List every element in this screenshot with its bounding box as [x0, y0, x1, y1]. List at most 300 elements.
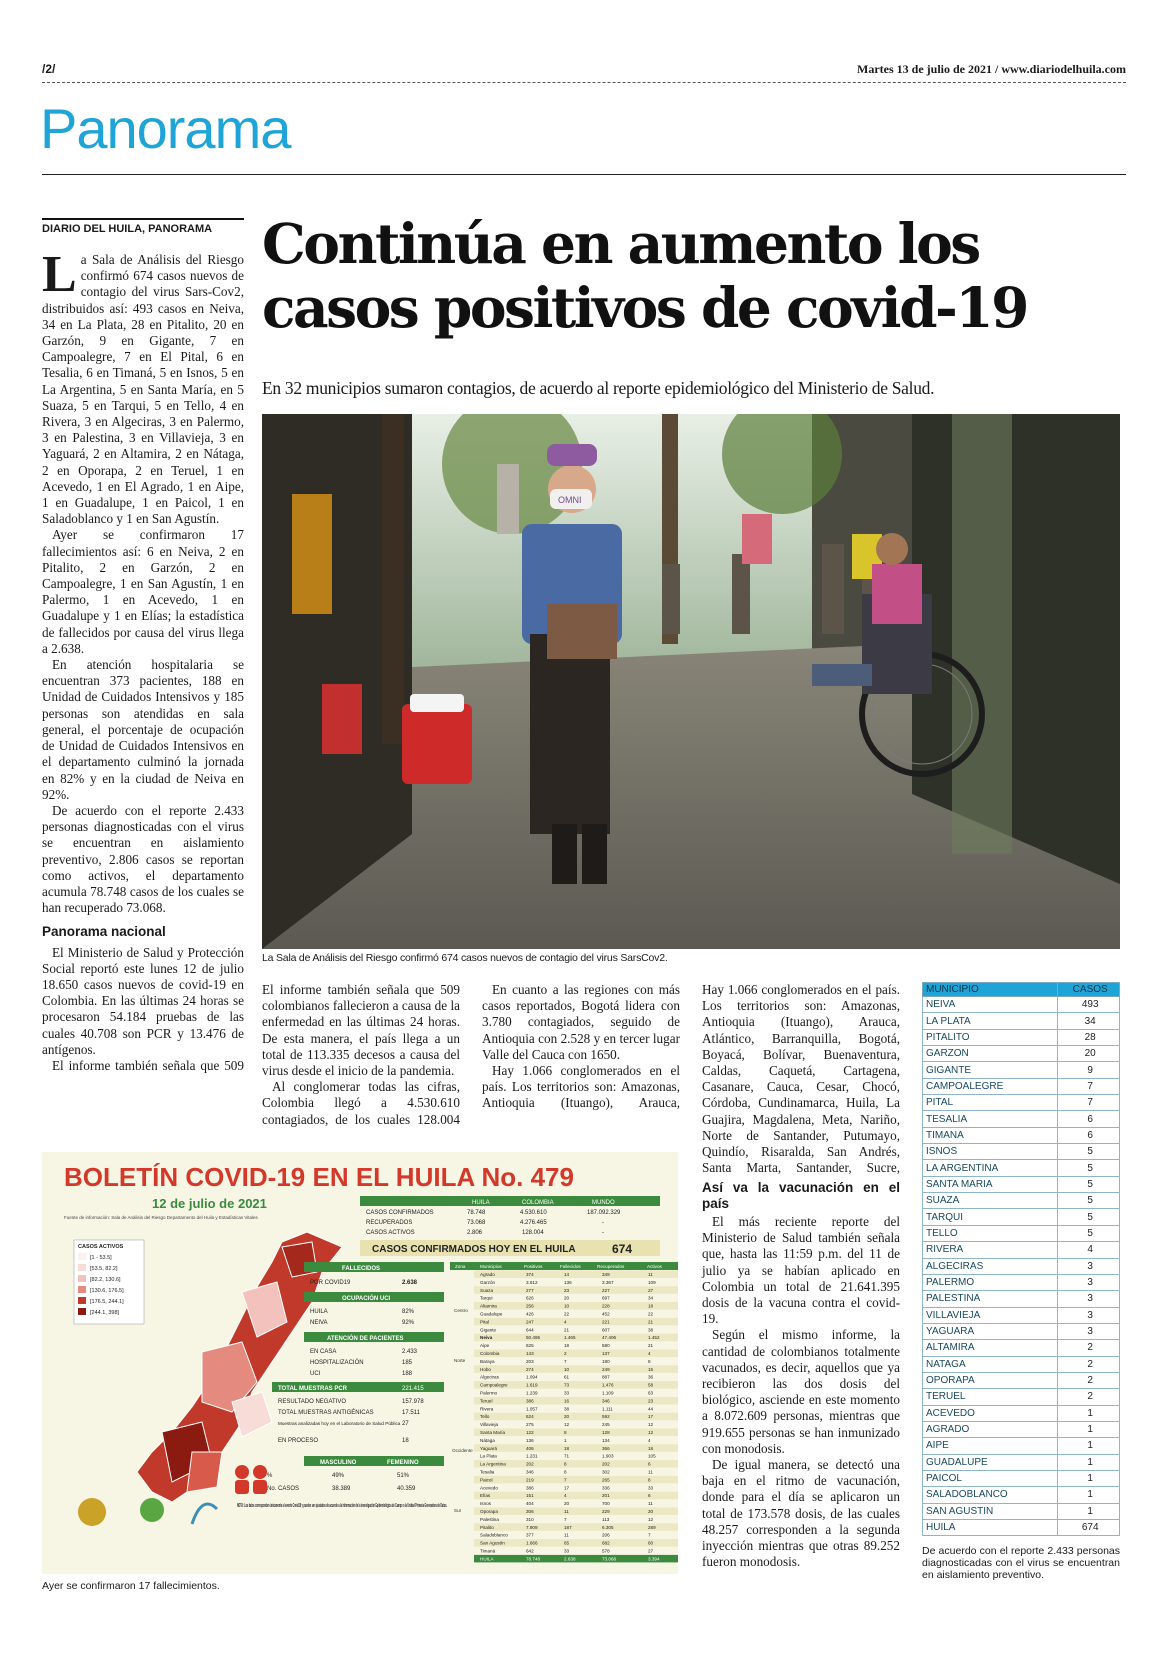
muni-value: 7	[564, 1358, 567, 1364]
muni-value: 202	[602, 1461, 610, 1467]
municipio-cell: SUAZA	[923, 1193, 1058, 1209]
casos-cell: 1	[1058, 1503, 1120, 1519]
muni-value: 4	[564, 1319, 567, 1325]
muni-value: 71	[564, 1453, 570, 1459]
muni-value: 8	[648, 1477, 651, 1483]
muni-value: 275	[526, 1422, 534, 1428]
muni-value: 221	[602, 1319, 610, 1325]
zone-label: Sur	[454, 1508, 462, 1513]
muni-name: La Argentina	[480, 1461, 506, 1467]
muni-name: Tarqui	[480, 1295, 493, 1301]
muni-value: 206	[602, 1532, 610, 1538]
muni-name: Altamira	[480, 1303, 497, 1309]
muni-value: 346	[526, 1469, 534, 1475]
article-column-left	[42, 246, 244, 1074]
tests-label: RESULTADO NEGATIVO	[278, 1399, 347, 1405]
article-paragraph: De acuerdo con el reporte 2.433 personas diagnosticadas con el virus se encuentran en aislamiento preventivo, 2.806 casos se reportan como activos, el departamento acumula 78.748 casos de los cuales se han recuperado 73.068.	[42, 802, 244, 916]
table-row	[923, 1520, 1120, 1536]
municipio-cell: GARZON	[923, 1046, 1058, 1062]
municipio-cell: PALERMO	[923, 1274, 1058, 1290]
muni-value: 302	[602, 1469, 610, 1475]
casos-cell: 2	[1058, 1356, 1120, 1372]
muni-value: 1.465	[564, 1335, 576, 1341]
casos-cell: 3	[1058, 1291, 1120, 1307]
article-paragraph: El Ministerio de Salud y Protección Social reportó este lunes 12 de julio 18.650 casos nuevos de covid-19 en Colombia. En las últimas 24 horas se procesaron 54.184 pruebas de las cuales 40.708 son PCR y 13.476 de antígenos.	[42, 944, 244, 1057]
tests-label: EN PROCESO	[278, 1438, 319, 1444]
muni-value: 228	[602, 1303, 610, 1309]
muni-name: Tesalia	[480, 1469, 495, 1475]
muni-name: Palestina	[480, 1516, 499, 1522]
table-row	[923, 1176, 1120, 1192]
muni-value: 58	[648, 1382, 654, 1388]
muni-name: Agrado	[480, 1272, 495, 1277]
legend-item: [244.1, 398]	[90, 1310, 120, 1316]
muni-value: 12	[648, 1422, 654, 1428]
summary-value: 2.806	[467, 1230, 483, 1236]
muni-name: Neiva	[480, 1335, 493, 1341]
legend-item: [82.2, 130.6]	[90, 1277, 121, 1283]
muni-value: 277	[526, 1287, 534, 1293]
muni-value: 73.068	[602, 1556, 617, 1562]
casos-cell: 5	[1058, 1193, 1120, 1209]
municipio-cell: OPORAPA	[923, 1372, 1058, 1388]
legend-item: [1 - 53.5]	[90, 1255, 112, 1261]
muni-value: 1.666	[526, 1540, 538, 1546]
table-row	[923, 1307, 1120, 1323]
muni-value: 65	[564, 1540, 570, 1546]
muni-header: Zona	[455, 1264, 466, 1269]
muni-value: 626	[526, 1295, 534, 1301]
muni-value: 11	[648, 1469, 653, 1475]
article-column-4	[702, 982, 900, 1570]
municipio-cell: HUILA	[923, 1520, 1058, 1536]
cases-table-body	[923, 997, 1120, 1536]
table-row	[923, 997, 1120, 1013]
article-paragraph: En atención hospitalaria se encuentran 373 pacientes, 188 en Unidad de Cuidados Intensivos y 185 personas son atendidas en sala general, el porcentaje de ocupación de Unidad de Cuidados Intensivos en el departamento culminó la jornada en 82% y en la ciudad de Neiva en 92%.	[42, 657, 244, 802]
muni-value: 60	[648, 1540, 654, 1546]
table-row	[923, 1454, 1120, 1470]
table-row	[923, 1111, 1120, 1127]
table-row	[923, 1470, 1120, 1486]
muni-value: 607	[602, 1327, 610, 1333]
muni-name: La Plata	[480, 1453, 497, 1459]
muni-name: Campoalegre	[480, 1382, 508, 1388]
street-photo	[262, 414, 1120, 949]
municipio-cell: ALTAMIRA	[923, 1340, 1058, 1356]
muni-value: 592	[602, 1414, 610, 1420]
gender-value: 51%	[397, 1473, 410, 1479]
muni-value: 289	[648, 1524, 656, 1530]
table-row	[923, 1356, 1120, 1372]
muni-value: 18	[648, 1445, 654, 1451]
muni-value: 406	[526, 1445, 534, 1451]
muni-name: Oporapa	[480, 1509, 498, 1514]
muni-value: 20	[564, 1295, 570, 1301]
table-row	[923, 1144, 1120, 1160]
muni-value: 12	[564, 1422, 570, 1428]
article-column-3	[482, 982, 680, 1111]
gender-value: 40.359	[397, 1486, 416, 1492]
drop-cap: L	[42, 246, 77, 303]
muni-value: 8	[564, 1461, 567, 1467]
muni-value: 4	[564, 1493, 567, 1499]
casos-cell: 7	[1058, 1095, 1120, 1111]
bulletin-date: 12 de julio de 2021	[152, 1196, 267, 1211]
tests-value: 17.511	[402, 1410, 420, 1416]
muni-value: 642	[526, 1548, 534, 1554]
article-paragraph: Hay 1.066 conglomerados en el país. Los territorios son: Amazonas, Antioquia (Ituango), Arauca, Atlántico, Barranquilla, Bogotá, Boyacá, Bolívar, Buenaventura, Caldas, Caquetá, Cartagena, Casanare, Cauca, Cesar, Chocó, Córdoba, Cundinamarca, Huila, La Guajira, Magdalena, Meta, Nariño, Norte de Santander, Putumayo, Quindío, Risaralda, San Andrés, Santa Marta, Santander, Sucre,	[702, 982, 900, 1176]
paragraph-text: a Sala de Análisis del Riesgo confirmó 674 casos nuevos de contagio del virus Sars-Cov2, distribuidos así: 493 casos en Neiva, 34 en La Plata, 28 en Pitalito, 20 en Garzón, 9 en Gigante, 7 en Campoalegre, 7 en El Pital, 6 en Tesalia, 6 en Timaná, 5 en Isnos, 5 en La Argentina, 5 en Santa María, en 5 Suaza, 5 en Tarqui, 5 en Tello, 4 en Rivera, 3 en Algeciras, 3 en Palermo, 3 en Palestina, 3 en Villavieja, 3 en Yaguará, 2 en Altamira, 2 en Nátaga, 2 en Oporapa, 2 en Teruel, 1 en Acevedo, 1 en El Agrado, 1 en Aipe, 1 en Guadalupe, 1 en Paicol, 1 en Saladoblanco y 1 en San Agustín.	[42, 252, 244, 527]
muni-name: Hobo	[480, 1366, 491, 1372]
casos-cell: 674	[1058, 1520, 1120, 1536]
casos-cell: 1	[1058, 1405, 1120, 1421]
municipio-cell: AGRADO	[923, 1421, 1058, 1437]
muni-value: 1.111	[602, 1406, 613, 1412]
summary-value: -	[602, 1220, 604, 1226]
muni-name: Baraya	[480, 1358, 495, 1364]
municipio-cell: TELLO	[923, 1225, 1058, 1241]
muni-value: 27	[648, 1548, 654, 1554]
muni-value: 1	[564, 1437, 567, 1443]
casos-cell: 6	[1058, 1111, 1120, 1127]
muni-header: Positivos	[524, 1264, 543, 1269]
municipio-cell: PALESTINA	[923, 1291, 1058, 1307]
muni-value: 11	[564, 1532, 569, 1538]
article-paragraph: Al conglomerar todas las cifras, Colombia llegó a 4.530.610 contagiados, de los cuales 128.004	[262, 1079, 460, 1127]
muni-header: Activos	[647, 1264, 662, 1269]
muni-value: 887	[602, 1374, 610, 1380]
casos-cell: 3	[1058, 1323, 1120, 1339]
muni-value: 404	[526, 1501, 534, 1507]
gender-value: 49%	[332, 1473, 345, 1479]
bulletin-caption: Ayer se confirmaron 17 fallecimientos.	[42, 1580, 220, 1592]
muni-value: 180	[602, 1358, 610, 1364]
muni-header: Municipios	[480, 1264, 502, 1269]
bulletin-title: BOLETÍN COVID-19 EN EL HUILA No. 479	[64, 1162, 574, 1192]
muni-value: 386	[526, 1398, 534, 1404]
zone-label: Occidente	[452, 1448, 473, 1453]
muni-name: Gigante	[480, 1327, 497, 1333]
muni-value: 229	[602, 1509, 610, 1514]
muni-value: 1.903	[602, 1453, 614, 1459]
casos-cell: 20	[1058, 1046, 1120, 1062]
muni-value: 134	[602, 1437, 610, 1443]
care-value: 188	[402, 1371, 413, 1377]
muni-value: 78.748	[526, 1556, 541, 1562]
muni-value: 624	[526, 1414, 534, 1420]
muni-value: 20	[648, 1509, 654, 1514]
muni-value: 21	[648, 1319, 654, 1325]
muni-value: 8	[564, 1430, 567, 1435]
muni-value: 61	[564, 1374, 570, 1380]
summary-value: 187.092.329	[587, 1210, 621, 1216]
muni-value: 3.394	[648, 1556, 660, 1562]
muni-value: 202	[526, 1461, 534, 1467]
table-row	[923, 1274, 1120, 1290]
table-row	[923, 1503, 1120, 1519]
muni-name: Garzón	[480, 1279, 496, 1285]
muni-value: 700	[602, 1501, 610, 1507]
muni-value: 366	[602, 1445, 610, 1451]
muni-value: 625	[526, 1343, 534, 1349]
summary-label: CASOS CONFIRMADOS	[366, 1210, 434, 1216]
table-header-row	[923, 983, 1120, 997]
muni-value: 1.619	[526, 1382, 538, 1388]
muni-value: 7	[564, 1477, 567, 1483]
muni-value: 4	[648, 1351, 651, 1356]
summary-header: HUILA	[472, 1200, 490, 1206]
casos-cell: 4	[1058, 1242, 1120, 1258]
casos-cell: 7	[1058, 1078, 1120, 1094]
muni-value: 14	[564, 1272, 570, 1277]
casos-cell: 493	[1058, 997, 1120, 1013]
muni-value: 644	[526, 1327, 534, 1333]
muni-value: 697	[602, 1295, 610, 1301]
uci-label: HUILA	[310, 1309, 328, 1315]
summary-label: CASOS ACTIVOS	[366, 1230, 415, 1236]
municipio-cell: LA PLATA	[923, 1013, 1058, 1029]
muni-value: 2	[564, 1351, 567, 1356]
muni-value: 2.638	[564, 1556, 576, 1562]
muni-value: 336	[602, 1485, 610, 1491]
municipio-cell: SAN AGUSTIN	[923, 1503, 1058, 1519]
table-row	[923, 1438, 1120, 1454]
gender-label: No. CASOS	[267, 1486, 300, 1492]
muni-name: Pital	[480, 1319, 489, 1325]
table-row	[923, 1258, 1120, 1274]
muni-value: 386	[526, 1485, 534, 1491]
covid-bulletin	[42, 1152, 678, 1574]
muni-value: 17	[648, 1414, 654, 1420]
casos-cell: 1	[1058, 1421, 1120, 1437]
deck: En 32 municipios sumaron contagios, de acuerdo al reporte epidemiológico del Ministerio de Salud.	[262, 378, 935, 398]
care-label: UCI	[310, 1371, 321, 1377]
casos-cell: 28	[1058, 1029, 1120, 1045]
muni-value: 105	[648, 1453, 656, 1459]
muni-value: 11	[648, 1501, 653, 1507]
muni-value: 377	[526, 1532, 534, 1538]
muni-value: 1.231	[526, 1453, 538, 1459]
municipio-cell: ACEVEDO	[923, 1405, 1058, 1421]
mask-text: OMNI	[558, 495, 582, 505]
care-label: EN CASA	[310, 1349, 337, 1355]
muni-value: 682	[602, 1540, 610, 1546]
deaths-label: POR COVID19	[310, 1280, 351, 1286]
muni-value: 203	[526, 1358, 534, 1364]
municipio-cell: SALADOBLANCO	[923, 1487, 1058, 1503]
care-value: 185	[402, 1360, 413, 1366]
legend-item: [130.6, 176.5]	[90, 1288, 124, 1294]
muni-name: Suaza	[480, 1287, 494, 1293]
municipio-cell: GIGANTE	[923, 1062, 1058, 1078]
municipio-cell: PAICOL	[923, 1470, 1058, 1486]
muni-name: Santa María	[480, 1430, 506, 1435]
muni-name: Guadalupe	[480, 1311, 503, 1317]
bulletin-note: NOTA: Los datos corresponden únicamente al evento Covid19 y pueden ser ajustados de acuerdo a la información de la investigación Epidemiológica de Campo o la Unidad Primaria Generadora de Datos.	[237, 1503, 448, 1509]
summary-header: MUNDO	[592, 1200, 615, 1206]
table-row	[923, 1029, 1120, 1045]
muni-value: 1.109	[602, 1390, 614, 1396]
muni-name: Villavieja	[480, 1422, 499, 1428]
municipio-cell: LA ARGENTINA	[923, 1160, 1058, 1176]
muni-value: 10	[564, 1303, 570, 1309]
muni-value: 227	[602, 1287, 610, 1293]
casos-cell: 9	[1058, 1062, 1120, 1078]
today-value: 674	[612, 1242, 633, 1256]
muni-value: 23	[648, 1398, 654, 1404]
table-row	[923, 1062, 1120, 1078]
muni-name: Pitalito	[480, 1524, 494, 1530]
muni-value: 374	[526, 1272, 534, 1277]
muni-value: 109	[648, 1279, 656, 1285]
table-row	[923, 1242, 1120, 1258]
legend-item: [176.5, 244.1]	[90, 1299, 124, 1305]
dateline: Martes 13 de julio de 2021 / www.diariodelhuila.com	[857, 62, 1126, 76]
header-casos: CASOS	[1058, 983, 1120, 997]
subhead-vaccination: Así va la vacunación en el país	[702, 1180, 900, 1211]
muni-value: 21	[648, 1343, 654, 1349]
muni-value: 1.452	[648, 1335, 660, 1341]
table-row	[923, 1487, 1120, 1503]
municipio-cell: YAGUARA	[923, 1323, 1058, 1339]
muni-header: Recuperados	[597, 1264, 625, 1269]
table-row	[923, 1405, 1120, 1421]
deaths-value: 2.638	[402, 1280, 418, 1286]
muni-value: 7	[564, 1516, 567, 1522]
summary-value: 78.748	[467, 1210, 486, 1216]
header-divider	[42, 82, 1126, 83]
muni-name: Timaná	[480, 1548, 496, 1554]
muni-name: Acevedo	[480, 1485, 498, 1491]
casos-cell: 5	[1058, 1144, 1120, 1160]
muni-value: 22	[564, 1311, 570, 1317]
muni-name: Palermo	[480, 1390, 498, 1396]
muni-value: 17	[564, 1485, 570, 1491]
muni-value: 44	[648, 1406, 654, 1412]
muni-value: 245	[602, 1422, 610, 1428]
casos-cell: 1	[1058, 1438, 1120, 1454]
article-paragraph: Hay 1.066 conglomerados en el país. Los territorios son: Amazonas, Antioquia (Ituango), Arauca,	[482, 1063, 680, 1111]
muni-value: 137	[602, 1351, 610, 1356]
muni-value: 274	[526, 1366, 534, 1372]
muni-name: Teruel	[480, 1398, 493, 1404]
table-row	[923, 1323, 1120, 1339]
table-row	[923, 1421, 1120, 1437]
casos-cell: 1	[1058, 1454, 1120, 1470]
muni-value: 33	[648, 1485, 654, 1491]
muni-value: 128	[602, 1430, 610, 1435]
casos-cell: 3	[1058, 1274, 1120, 1290]
table-row	[923, 1209, 1120, 1225]
muni-value: 36	[648, 1374, 654, 1380]
gender-header: FEMENINO	[387, 1460, 419, 1466]
article-paragraph: El informe también señala que 509 colombianos fallecieron a causa de la enfermedad en las últimas 24 horas. De esta manera, el país llega a un total de 113.335 decesos a causa del virus desde el inicio de la pandemia.	[262, 982, 460, 1079]
table-row	[923, 1013, 1120, 1029]
muni-value: 16	[564, 1398, 570, 1404]
municipio-cell: TIMANA	[923, 1127, 1058, 1143]
muni-name: Saladoblanco	[480, 1532, 508, 1538]
muni-value: 1.057	[526, 1406, 538, 1412]
municipio-cell: TERUEL	[923, 1389, 1058, 1405]
muni-value: 1.476	[602, 1382, 614, 1388]
muni-value: 12	[648, 1516, 654, 1522]
muni-value: 50.495	[526, 1335, 541, 1341]
cases-table	[922, 982, 1120, 1536]
muni-value: 187	[564, 1524, 572, 1530]
uci-label: NEIVA	[310, 1320, 328, 1326]
legend-item: [53.5, 82.2]	[90, 1266, 118, 1272]
tests-header: TOTAL MUESTRAS PCR	[278, 1386, 348, 1392]
summary-value: 4.276.465	[520, 1220, 547, 1226]
muni-value: 18	[564, 1445, 570, 1451]
header-municipio: MUNICIPIO	[923, 983, 1058, 997]
municipio-cell: VILLAVIEJA	[923, 1307, 1058, 1323]
article-paragraph: En cuanto a las regiones con más casos reportados, Bogotá lidera con 3.780 contagiados, seguido de Antioquia con 2.528 y en tercer lugar Valle del Cauca con 1650.	[482, 982, 680, 1062]
muni-name: Tello	[480, 1414, 490, 1420]
table-row	[923, 1340, 1120, 1356]
muni-name: Colombia	[480, 1351, 500, 1356]
muni-value: 23	[564, 1287, 570, 1293]
muni-name: Algeciras	[480, 1374, 499, 1380]
muni-value: 15	[648, 1366, 654, 1372]
muni-name: HUILA	[480, 1556, 494, 1562]
muni-value: 6.305	[602, 1524, 614, 1530]
muni-value: 27	[648, 1287, 654, 1293]
muni-name: San Agustín	[480, 1540, 505, 1546]
muni-value: 6	[648, 1493, 651, 1499]
bulletin-source: Fuente de información: Sala de Análisis del Riesgo Departamento del Huila y Estadísticas Vitales	[64, 1215, 258, 1220]
muni-value: 11	[564, 1509, 569, 1514]
uci-value: 92%	[402, 1320, 415, 1326]
table-row	[923, 1291, 1120, 1307]
table-row	[923, 1160, 1120, 1176]
muni-value: 3.612	[526, 1279, 538, 1285]
casos-cell: 3	[1058, 1258, 1120, 1274]
muni-value: 578	[602, 1548, 610, 1554]
muni-value: 21	[564, 1327, 570, 1333]
article-paragraph: De igual manera, se detectó una baja en el ritmo de vacunación, donde para el día se aplicaron un total de 173.578 dosis, de las cuales 48.257 corresponden a la segunda inyección mientras que otras 89.252 fueron monodosis.	[702, 1457, 900, 1570]
care-header: ATENCIÓN DE PACIENTES	[327, 1336, 404, 1342]
article-paragraph: Según el mismo informe, la cantidad de colombianos totalmente vacunados, es decir, aquellos que ya recibieron las dos dosis del biológico, asciende en este momento a 8.072.609 personas, mientras que 919.655 personas se han inmunizado con monodosis.	[702, 1327, 900, 1456]
muni-name: Yaguará	[480, 1445, 498, 1451]
municipio-cell: TESALIA	[923, 1111, 1058, 1127]
muni-value: 7	[648, 1532, 651, 1538]
section-divider	[42, 174, 1126, 175]
muni-value: 249	[602, 1366, 610, 1372]
page-number: /2/	[42, 62, 56, 76]
subhead-national: Panorama nacional	[42, 924, 166, 940]
casos-cell: 2	[1058, 1389, 1120, 1405]
casos-cell: 6	[1058, 1127, 1120, 1143]
deaths-header: FALLECIDOS	[342, 1266, 381, 1272]
muni-value: 11	[648, 1272, 653, 1277]
municipio-cell: RIVERA	[923, 1242, 1058, 1258]
muni-value: 4	[648, 1437, 651, 1443]
muni-name: Isnos	[480, 1501, 491, 1507]
muni-header: Fallecidos	[560, 1264, 581, 1269]
muni-value: 256	[526, 1303, 534, 1309]
photo-caption: La Sala de Análisis del Riesgo confirmó 674 casos nuevos de contagio del virus SarsCov2.	[262, 952, 668, 964]
tests-value: 18	[402, 1438, 409, 1444]
muni-value: 1.094	[526, 1374, 538, 1380]
muni-value: 3.367	[602, 1279, 614, 1285]
table-row	[923, 1078, 1120, 1094]
care-value: 2.433	[402, 1349, 418, 1355]
municipio-cell: NEIVA	[923, 997, 1058, 1013]
muni-value: 22	[648, 1311, 654, 1317]
table-row	[923, 1193, 1120, 1209]
headline: Continúa en aumento los casos positivos de covid-19	[262, 211, 1027, 340]
